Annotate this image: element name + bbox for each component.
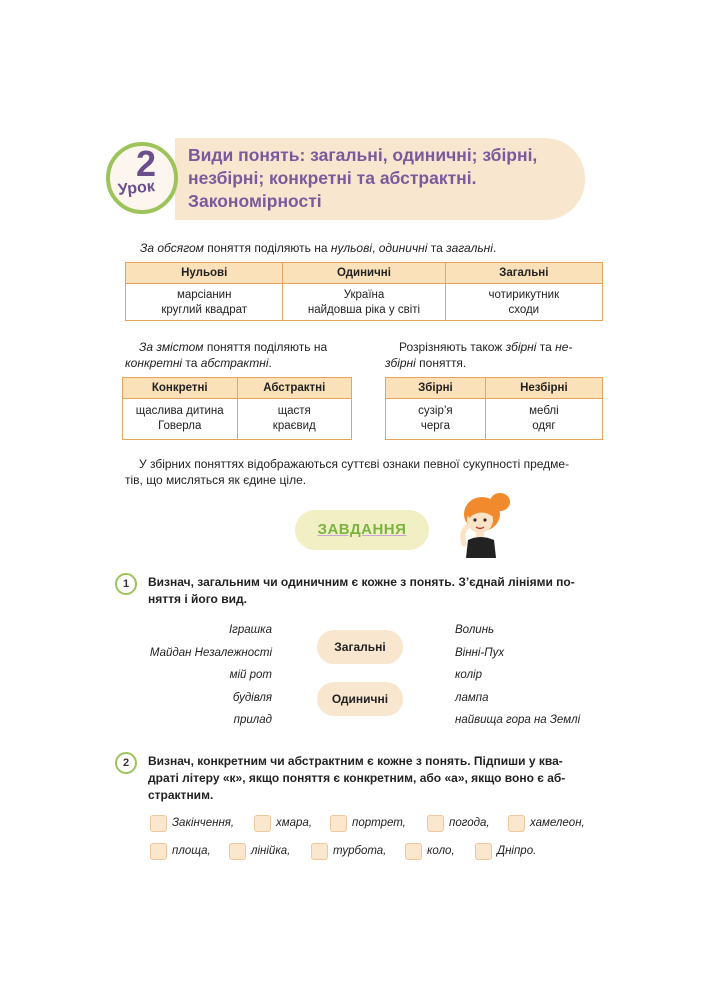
table-header: Загальні xyxy=(445,263,602,284)
answer-checkbox[interactable] xyxy=(254,815,271,832)
word-item: прилад xyxy=(233,714,272,726)
answer-checkbox[interactable] xyxy=(475,843,492,860)
em-term: одиничні xyxy=(378,241,428,255)
em-term: нульові xyxy=(330,241,373,255)
task-number-badge: 1 xyxy=(115,573,137,595)
answer-checkbox[interactable] xyxy=(150,815,167,832)
em-term: загальні xyxy=(446,241,493,255)
table-row: марсіанин круглий квадрат Україна найдовша ріка у світі чотирикутник сходи xyxy=(126,284,603,321)
answer-checkbox[interactable] xyxy=(427,815,444,832)
word-item: коло, xyxy=(427,845,455,857)
word-item: лампа xyxy=(455,692,489,704)
collective-note: У збірних поняттях відображаються суттєві ознаки певної сукупності предме- тів, що мисляться як єдине ціле. xyxy=(125,457,570,487)
lesson-word: Урок xyxy=(117,178,156,199)
word-item: будівля xyxy=(232,692,272,704)
intro-volume: За обсягом поняття поділяють на нульові, одиничні та загальні. xyxy=(140,241,497,255)
title-line: Закономірності xyxy=(188,191,322,211)
content-table xyxy=(122,377,352,440)
word-item: площа, xyxy=(172,845,211,857)
em-term: За змістом xyxy=(139,340,204,354)
category-general[interactable]: Загальні xyxy=(317,630,403,664)
word-item: хамелеон, xyxy=(530,817,585,829)
word-item: мій рот xyxy=(229,669,272,681)
word-item: хмара, xyxy=(276,817,313,829)
title-line: незбірні; конкретні та абстрактні. xyxy=(188,168,477,188)
word-item: найвища гора на Землі xyxy=(455,714,581,726)
volume-table xyxy=(125,262,603,321)
intro-content: За змістом поняття поділяють на конкретні та абстрактні. xyxy=(125,340,328,370)
word-item: турбота, xyxy=(333,845,387,857)
word-item: Вінні-Пух xyxy=(455,647,505,659)
word-item: Майдан Незалежності xyxy=(149,647,272,659)
tasks-label: ЗАВДАННЯ xyxy=(317,521,407,538)
em-term: За обсягом xyxy=(140,241,204,255)
word-item: лінійка, xyxy=(251,845,291,857)
table-header: Абстрактні xyxy=(237,378,352,399)
word-item: колір xyxy=(455,669,483,681)
table-header: Одиничні xyxy=(283,263,445,284)
lesson-number: 2 xyxy=(135,143,157,184)
table-header: Незбірні xyxy=(485,378,602,399)
word-item: Дніпро. xyxy=(497,845,537,857)
word-item: Іграшка xyxy=(228,624,272,636)
task2-instruction: Визнач, конкретним чи абстрактним є кожне з понять. Підпиши у ква- драті літеру «к», якщо поняття є конкретним, або «а», якщо воно є аб- страктним. xyxy=(148,754,566,802)
em-term: збірні xyxy=(505,340,537,354)
em-term: збірні xyxy=(385,356,416,370)
answer-checkbox[interactable] xyxy=(150,843,167,860)
collective-table xyxy=(385,377,603,440)
answer-checkbox[interactable] xyxy=(311,843,328,860)
em-term: абстрактні xyxy=(200,356,269,370)
em-term: конкретні xyxy=(125,356,183,370)
table-row: сузір’я черга меблі одяг xyxy=(386,399,603,440)
table-row: щаслива дитина Говерла щастя краєвид xyxy=(123,399,352,440)
category-singular[interactable]: Одиничні xyxy=(317,682,403,716)
title-line: Види понять: загальні, одиничні; збірні, xyxy=(188,145,538,165)
answer-checkbox[interactable] xyxy=(330,815,347,832)
em-term: не- xyxy=(555,340,573,354)
word-item: погода, xyxy=(449,817,490,829)
answer-checkbox[interactable] xyxy=(405,843,422,860)
girl-illustration xyxy=(452,488,518,558)
word-item: Волинь xyxy=(455,624,495,636)
task-number-badge: 2 xyxy=(115,752,137,774)
word-item: портрет, xyxy=(352,817,406,829)
answer-checkbox[interactable] xyxy=(508,815,525,832)
table-header: Нульові xyxy=(126,263,283,284)
answer-checkbox[interactable] xyxy=(229,843,246,860)
table-header: Збірні xyxy=(386,378,486,399)
word-item: Закінчення, xyxy=(172,817,235,829)
intro-collective: Розрізняють також збірні та не- збірні поняття. xyxy=(385,340,573,370)
lesson-title xyxy=(188,144,568,213)
task1-instruction: Визнач, загальним чи одиничним є кожне з понять. З’єднай лініями по- няття і його вид. xyxy=(148,575,575,606)
table-header: Конкретні xyxy=(123,378,238,399)
